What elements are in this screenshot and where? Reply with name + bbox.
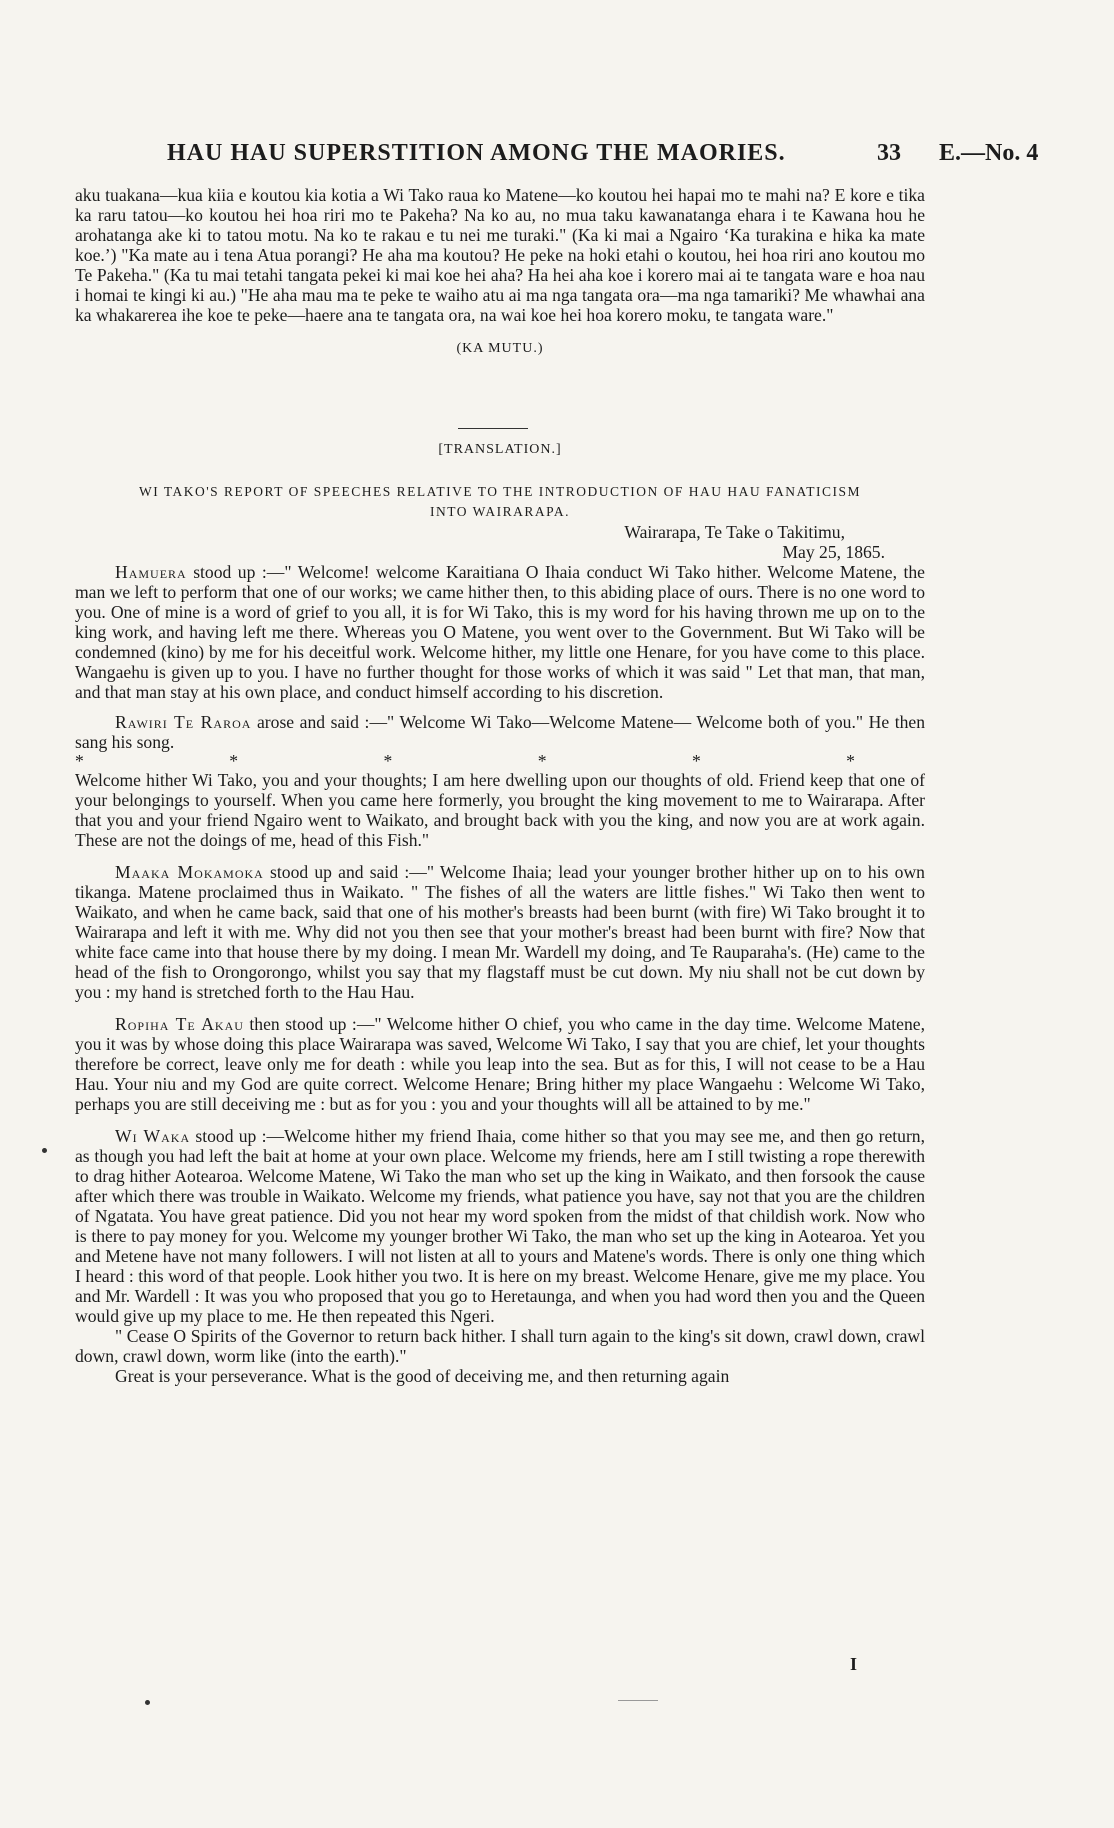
translation-block [75, 440, 925, 1386]
place-line: Wairarapa, Te Take o Takitimu, [624, 522, 845, 542]
speech-maaka [75, 862, 925, 1002]
translation-label: [TRANSLATION.] [438, 442, 562, 457]
star: * [229, 751, 239, 771]
speech-ropiha [75, 1014, 925, 1114]
speaker-name: Maaka Mokamoka [115, 862, 264, 882]
closing-line: Great is your perseverance. What is the good of deceiving me, and then returning again [115, 1366, 730, 1386]
speech-text: then stood up :—" Welcome hither O chief, you who came in the day time. Welcome Matene, you it was by whose doing this place Wairarapa was saved, Welcome Wi Tako, I say that you are chief, let your thoughts therefore be correct, leave only me for death : while you leap into the sea. But as for this, I will not cease to be a Hau Hau. Your niu and my God are quite correct. Welcome Henare; Bring hither my place Wangaehu : Welcome Wi Tako, perhaps you are still deceiving me : but as for you : you and your thoughts will all be attained to by me." [75, 1014, 925, 1114]
speech-wi-waka [75, 1126, 925, 1326]
star: * [75, 751, 84, 771]
star: * [691, 751, 701, 771]
ngeri-chant: " Cease O Spirits of the Governor to return back hither. I shall turn again to the king's sit down, crawl down, crawl down, crawl down, worm like (into the earth)." [75, 1326, 925, 1366]
speech-text: stood up :—Welcome hither my friend Ihaia, come hither so that you may see me, and then go return, as though you had left the bait at home at your own place. Welcome my friends, here am I still twisting a rope therewith to drag hither Aotearoa. Welcome Matene, Wi Tako the man who set up the king in Waikato, and then forsook the cause after which there was trouble in Waikato. Welcome my friends, what patience you have, say not that you are the children of Ngatata. You have great patience. Did you not hear my word spoken from the midst of that childish work. Now who is there to pay money for you. Welcome my younger brother Wi Tako, the man who set up the king in Aotearoa. Yet you and Metene have not many followers. I will not listen at all to yours and Matene's words. There is only one thing which I heard : this word of that people. Look hither you two. It is here on my breast. Welcome Henare, give me my place. You and Mr. Wardell : It was you who proposed that you go to Heretaunga, and when you had word then you and the Queen would give up my place to me. He then repeated this Ngeri. [75, 1126, 925, 1326]
footer-rule [618, 1700, 658, 1701]
report-title-line-1: WI TAKO'S REPORT OF SPEECHES RELATIVE TO THE INTRODUCTION OF HAU HAU FANATICISM [138, 484, 862, 499]
maori-text-block [75, 185, 925, 359]
ellipsis-stars [75, 752, 925, 770]
speech-text: stood up :—" Welcome! welcome Karaitiana O Ihaia conduct Wi Tako hither. Welcome Matene, the man we left to perform that one of our works; we came hither then, to this abiding place of ours. There is no one word to you. One of mine is a word of grief to you all, it is for Wi Tako, this is my word for his having thrown me up on to the king work, and having left me there. Whereas you O Matene, you went over to the Government. But Wi Tako will be condemned (kino) by me for his deceitful work. Welcome hither, my little one Henare, for you have come to this place. Wangaehu is given up to you. I have no further thought for those works of which it was said " Let that man, that man, and that man stay at his own place, and conduct himself according to his discretion. [75, 562, 925, 702]
star: * [537, 751, 547, 771]
speech-rawiri-continued: Welcome hither Wi Tako, you and your thoughts; I am here dwelling upon our thoughts of old. Friend keep that one of your belongings to yourself. When you came here formerly, you brought the king movement to me to Wairarapa. After that you and your friend Ngairo went to Waikato, and brought back with you the king, and now you are at work again. These are not the doings of me, head of this Fish." [75, 770, 925, 850]
speaker-name: Ropiha Te Akau [115, 1014, 244, 1034]
page-header [72, 140, 1072, 176]
speaker-name: Rawiri Te Raroa [115, 712, 252, 732]
date-line: May 25, 1865. [782, 542, 885, 562]
maori-paragraph: aku tuakana—kua kiia e koutou kia kotia a Wi Tako raua ko Matene—ko koutou hei hapai mo te mahi na? E kore e tika ka raru tatou—ko koutou hei hoa riri mo te Pakeha? Na ko au, no mua taku kawanatanga ehara i te Kawana hou he arohatanga ake ki to tatou motu. Na ko te rakau e tu nei me turaki." (Ka ki mai a Ngairo ‘Ka turakina e hika ka mate koe.’) "Ka mate au i tena Atua porangi? He aha ma koutou? He peke na hoki etahi o koutou, hei hoa riri ano koutou mo Te Pakeha." (Ka tu mai tetahi tangata pekei ki mai koe hei aha? Ha hei aha koe i korero mai ai te tangata ware e hoa nau i homai te kingi ki au.) "He aha mau ma te peke te waiho atu ai ma nga tangata ora—ma nga tamariki? Me whawhai ana ka whakarerea ihe koe te peke—haere ana te tangata ora, na wai koe hei hoa korero moku, te tangata ware." [75, 185, 925, 325]
speaker-name: Wi Waka [115, 1126, 191, 1146]
report-title [75, 482, 925, 522]
ink-blot [42, 1148, 47, 1153]
speech-hamuera [75, 562, 925, 702]
speaker-name: Hamuera [115, 562, 187, 582]
page-number: 33 [877, 140, 901, 166]
running-title: HAU HAU SUPERSTITION AMONG THE MAORIES. [167, 140, 786, 166]
document-reference: E.—No. 4 [939, 140, 1039, 166]
section-divider [458, 428, 528, 429]
ink-blot [145, 1700, 150, 1705]
speech-text: arose and said :—" Welcome Wi Tako—Welcome Matene— Welcome both of you." He then sang his song. [75, 712, 925, 752]
report-title-line-2: INTO WAIRARAPA. [429, 504, 571, 519]
ka-mutu: (KA MUTU.) [456, 341, 544, 356]
signature-mark: I [850, 1654, 858, 1674]
star: * [846, 751, 855, 771]
speech-text: stood up and said :—" Welcome Ihaia; lead your younger brother hither up on to his own tikanga. Matene proclaimed thus in Waikato. " The fishes of all the waters are little fishes." Wi Tako then went to Waikato, and when he came back, said that one of his mother's breasts had been burnt (with fire) Wi Tako brought it to Wairarapa and left it with me. Why did not you then see that your mother's breast had been burnt with fire? Now that white face came into that house there by my doing. I mean Mr. Wardell my doing, and Te Rauparaha's. (He) came to the head of the fish to Orongorongo, whilst you say that my flagstaff must be cut down. My niu shall not be cut down by you : my hand is stretched forth to the Hau Hau. [75, 862, 925, 1002]
star: * [383, 751, 393, 771]
speech-rawiri [75, 712, 925, 752]
